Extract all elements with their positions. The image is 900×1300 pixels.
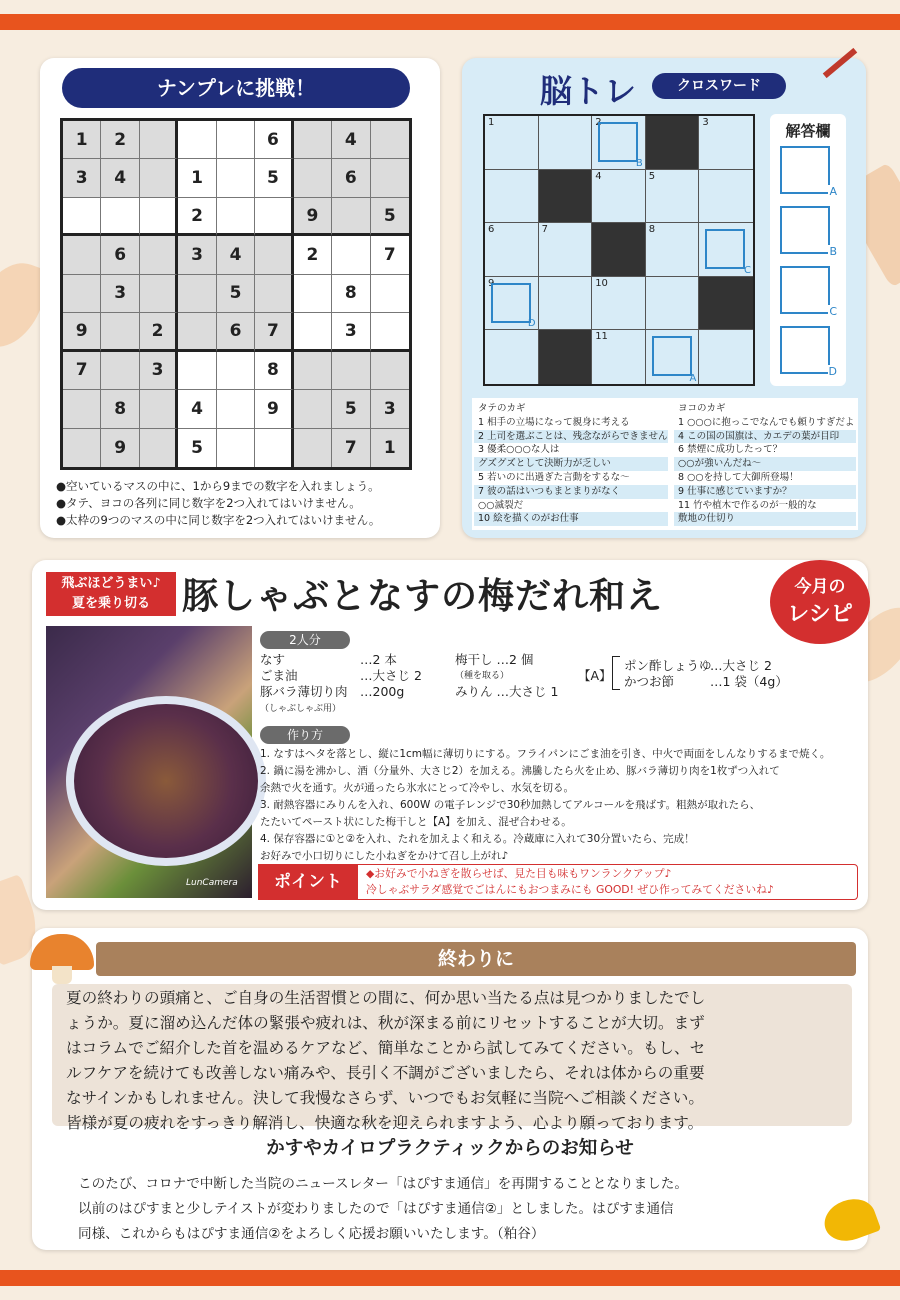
answer-box-c[interactable]: C xyxy=(780,266,830,314)
crossword-cell[interactable] xyxy=(646,277,700,331)
sudoku-cell[interactable] xyxy=(140,390,178,428)
answer-marker-box xyxy=(598,122,638,162)
sudoku-cell[interactable]: 7 xyxy=(332,429,370,467)
sudoku-cell[interactable] xyxy=(178,275,216,313)
clue-number: 11 xyxy=(595,331,608,343)
clue-heading: タテのカギ xyxy=(478,403,526,414)
answer-marker-label: D xyxy=(527,318,536,330)
crossword-cell[interactable] xyxy=(485,170,539,224)
crossword-cell[interactable] xyxy=(646,170,700,224)
sudoku-cell[interactable]: 5 xyxy=(217,275,255,313)
crossword-black-cell xyxy=(592,223,646,277)
sudoku-cell[interactable]: 9 xyxy=(63,313,101,351)
point-text: ◆お好みで小ねぎを散らせば、見た目も味もワンランクアップ♪ 冷しゃぶサラダ感覚でごはんにもおつまみにも GOOD! ぜひ作ってみてくださいね♪ xyxy=(366,867,774,896)
crossword-cell[interactable] xyxy=(646,330,700,384)
sudoku-cell[interactable]: 5 xyxy=(255,159,293,197)
ingredient-name: なす xyxy=(260,652,286,667)
closing-line: ょうか。夏に溜め込んだ体の緊張や疲れは、秋が深まる前にリセットすることが大切。まず xyxy=(66,1014,705,1032)
bottom-orange-bar xyxy=(0,1270,900,1286)
ingredient-name: 豚バラ薄切り肉 xyxy=(260,684,348,699)
clue-item: ○○滅裂だ xyxy=(478,499,524,511)
crossword-black-cell xyxy=(699,277,753,331)
method-step: 余熱で火を通す。火が通ったら氷水にとって冷やし、水気を切る。 xyxy=(260,782,574,794)
answer-box-a[interactable]: A xyxy=(780,146,830,194)
sudoku-cell[interactable] xyxy=(255,429,293,467)
clue-item: 4 この国の国旗は、カエデの葉が目印 xyxy=(674,430,856,444)
clue-item: 7 彼の話はいつもまとまりがなく xyxy=(474,485,668,499)
sudoku-cell[interactable] xyxy=(140,198,178,236)
sudoku-cell[interactable] xyxy=(371,352,409,390)
crossword-grid xyxy=(483,114,755,386)
sudoku-cell[interactable] xyxy=(294,121,332,159)
clue-number: 9 xyxy=(488,277,495,289)
sudoku-cell[interactable] xyxy=(294,275,332,313)
news-line: 以前のはぴすまと少しテイストが変わりましたので「はぴすま通信②」としました。はぴすま通信 xyxy=(78,1201,674,1217)
sudoku-cell[interactable]: 5 xyxy=(178,429,216,467)
closing-line: なサインかもしれません。決して我慢なさらず、いつでもお気軽に当院へご相談ください。 xyxy=(66,1089,704,1107)
crossword-black-cell xyxy=(646,116,700,170)
sudoku-cell[interactable]: 8 xyxy=(101,390,139,428)
answer-box-d[interactable]: D xyxy=(780,326,830,374)
closing-text xyxy=(66,986,826,1136)
clue-item: 11 竹や植木で作るのが一般的な xyxy=(678,499,817,511)
point-label: ポイント xyxy=(258,864,358,900)
clue-number: 10 xyxy=(595,277,608,289)
sudoku-cell[interactable] xyxy=(294,429,332,467)
sudoku-cell[interactable] xyxy=(371,275,409,313)
clue-item: 9 仕事に感じていますか？ xyxy=(674,485,856,499)
servings-label: 2人分 xyxy=(260,631,350,649)
clue-item: ○○が強いんだね～ xyxy=(674,457,856,471)
sudoku-cell[interactable] xyxy=(178,313,216,351)
sudoku-cell[interactable] xyxy=(371,121,409,159)
clue-item: 8 ○○を持して大御所登場！ xyxy=(678,471,799,483)
news-line: このたび、コロナで中断した当院のニュースレター「はぴすま通信」を再開することとなりました。 xyxy=(78,1176,688,1192)
plate-shape xyxy=(66,696,266,866)
recipe-photo xyxy=(46,626,252,898)
sudoku-cell[interactable] xyxy=(101,352,139,390)
recipe-tag: 飛ぶほどうまい♪ 夏を乗り切る xyxy=(46,572,176,616)
sudoku-rules xyxy=(56,478,380,529)
crossword-cell[interactable] xyxy=(539,223,593,277)
crossword-black-cell xyxy=(539,330,593,384)
sudoku-grid xyxy=(60,118,412,470)
recipe-badge: 今月の レシピ xyxy=(770,560,870,644)
method-steps xyxy=(260,746,830,865)
closing-title: 終わりに xyxy=(96,942,856,976)
clue-heading: ヨコのカギ xyxy=(678,403,726,414)
sudoku-cell[interactable]: 7 xyxy=(371,236,409,274)
clue-item: 1 ○○○に抱っこでなんでも頼りすぎだよ xyxy=(678,416,855,428)
crossword-cell[interactable] xyxy=(539,116,593,170)
sudoku-cell[interactable] xyxy=(332,198,370,236)
clue-item: 10 絵を描くのがお仕事 xyxy=(474,512,668,526)
clue-item: 3 優柔○○○な人は xyxy=(478,444,560,456)
sudoku-cell[interactable] xyxy=(101,313,139,351)
sudoku-cell[interactable] xyxy=(371,313,409,351)
answer-panel xyxy=(770,114,846,386)
sudoku-cell[interactable] xyxy=(63,236,101,274)
sudoku-cell[interactable] xyxy=(294,390,332,428)
mushroom-stem xyxy=(52,966,72,984)
sudoku-cell[interactable] xyxy=(332,352,370,390)
sudoku-cell[interactable]: 3 xyxy=(178,236,216,274)
ingredient-amount: …2 本 xyxy=(360,652,397,667)
answer-box-b[interactable]: B xyxy=(780,206,830,254)
sudoku-cell[interactable] xyxy=(294,159,332,197)
sudoku-cell[interactable]: 9 xyxy=(294,198,332,236)
clue-item: 敷地の仕切り xyxy=(674,512,856,526)
across-clues xyxy=(674,402,856,526)
sudoku-cell[interactable] xyxy=(217,429,255,467)
method-step: お好みで小口切りにした小ねぎをかけて召し上がれ♪ xyxy=(260,850,509,862)
sudoku-cell[interactable]: 2 xyxy=(178,198,216,236)
sudoku-cell[interactable]: 2 xyxy=(294,236,332,274)
ingredient-name: ごま油 xyxy=(260,668,298,683)
clue-number: 2 xyxy=(595,117,602,128)
method-step: 3. 耐熱容器にみりんを入れ、600W の電子レンジで30秒加熱してアルコールを飛ばす。粗熱が取れたら、 xyxy=(260,799,761,811)
crossword-cell[interactable] xyxy=(539,277,593,331)
crossword-cell[interactable] xyxy=(592,116,646,170)
method-label: 作り方 xyxy=(260,726,350,744)
sudoku-cell[interactable] xyxy=(140,429,178,467)
clue-item: 2 上司を選ぶことは、残念ながらできません xyxy=(474,430,668,444)
method-step: 4. 保存容器に①と②を入れ、たれを加えよく和える。冷蔵庫に入れて30分置いたら、完成！ xyxy=(260,833,695,845)
sudoku-cell[interactable]: 5 xyxy=(332,390,370,428)
sudoku-cell[interactable]: 9 xyxy=(255,390,293,428)
answer-marker-box xyxy=(652,336,692,376)
sudoku-cell[interactable]: 2 xyxy=(140,313,178,351)
answer-marker-label: C xyxy=(744,264,751,276)
sudoku-cell[interactable] xyxy=(255,275,293,313)
umeboshi-note: （種を取る） xyxy=(455,671,510,681)
clue-number: 8 xyxy=(648,224,656,236)
sudoku-cell[interactable] xyxy=(217,121,255,159)
crossword-cell[interactable] xyxy=(485,223,539,277)
sudoku-cell[interactable]: 3 xyxy=(140,352,178,390)
sudoku-cell[interactable]: 8 xyxy=(332,275,370,313)
news-line: 同様、これからもはぴすま通信②をよろしく応援お願いいたします。（粕谷） xyxy=(78,1226,545,1242)
ingredient-umeboshi: 梅干し …2 個 xyxy=(455,652,534,667)
sudoku-cell[interactable] xyxy=(371,159,409,197)
sudoku-cell[interactable]: 6 xyxy=(332,159,370,197)
sudoku-cell[interactable]: 7 xyxy=(63,352,101,390)
sudoku-cell[interactable]: 8 xyxy=(255,352,293,390)
sudoku-cell[interactable]: 9 xyxy=(101,429,139,467)
sauce-bracket xyxy=(612,656,620,690)
sudoku-cell[interactable] xyxy=(217,198,255,236)
crossword-cell[interactable] xyxy=(699,330,753,384)
crossword-badge: クロスワード xyxy=(652,73,786,99)
sudoku-cell[interactable] xyxy=(63,429,101,467)
sudoku-cell[interactable]: 6 xyxy=(101,236,139,274)
sauce-label: 【A】 xyxy=(578,668,612,683)
crossword-title: 脳トレ xyxy=(540,72,637,110)
answer-marker-label: B xyxy=(635,157,643,169)
clue-number: 5 xyxy=(648,170,656,182)
sauce-amount: …大さじ 2 xyxy=(710,658,772,673)
clue-item: グズグズとして決断力が乏しい xyxy=(474,457,668,471)
photo-credit: LunCamera xyxy=(186,878,238,888)
closing-line: ルフケアを続けても改善しない痛みや、長引く不調がございましたら、それは体からの重要 xyxy=(66,1064,705,1082)
sudoku-cell[interactable]: 3 xyxy=(371,390,409,428)
answer-marker-label: A xyxy=(689,372,697,384)
sudoku-cell[interactable] xyxy=(294,313,332,351)
sauce-amount: …1 袋（4g） xyxy=(710,674,788,689)
clue-item: 1 相手の立場になって親身に考える xyxy=(478,416,630,428)
sudoku-cell[interactable]: 5 xyxy=(371,198,409,236)
clue-item: 6 禁煙に成功したって？ xyxy=(678,444,783,456)
crossword-cell[interactable] xyxy=(592,277,646,331)
clue-number: 3 xyxy=(702,117,709,128)
sudoku-rule: ●太枠の9つのマスの中に同じ数字を2つ入れてはいけません。 xyxy=(56,513,381,527)
sudoku-cell[interactable]: 4 xyxy=(101,159,139,197)
closing-line: 皆様が夏の疲れをすっきり解消し、快適な秋を迎えられますよう、心より願っております。 xyxy=(66,1114,704,1132)
sudoku-cell[interactable]: 4 xyxy=(217,236,255,274)
sudoku-cell[interactable]: 6 xyxy=(217,313,255,351)
sudoku-cell[interactable] xyxy=(63,275,101,313)
method-step: 2. 鍋に湯を沸かし、酒（分量外、大さじ2）を加える。沸騰したら火を止め、豚バラ薄切り肉を1枚ずつ入れて xyxy=(260,765,780,777)
crossword-cell[interactable] xyxy=(592,330,646,384)
sudoku-cell[interactable] xyxy=(217,352,255,390)
sudoku-cell[interactable]: 3 xyxy=(63,159,101,197)
crossword-cell[interactable] xyxy=(699,170,753,224)
sudoku-cell[interactable] xyxy=(178,352,216,390)
answer-marker-box xyxy=(705,229,745,269)
crossword-cell[interactable] xyxy=(699,223,753,277)
ingredient-amount: …200g xyxy=(360,684,405,699)
sudoku-cell[interactable]: 4 xyxy=(178,390,216,428)
closing-line: はコラムでご紹介した首を温めるケアなど、簡単なことから試してみてください。もし、セ xyxy=(66,1039,706,1057)
sauce-name: かつお節 xyxy=(624,674,675,689)
sudoku-cell[interactable] xyxy=(140,275,178,313)
answer-title: 解答欄 xyxy=(785,122,831,140)
sudoku-cell[interactable] xyxy=(140,159,178,197)
sudoku-cell[interactable] xyxy=(101,198,139,236)
answer-marker-box xyxy=(491,283,531,323)
sudoku-cell[interactable]: 1 xyxy=(371,429,409,467)
closing-line: 夏の終わりの頭痛と、ご自身の生活習慣との間に、何か思い当たる点は見つかりましたでし xyxy=(66,989,706,1007)
clue-number: 4 xyxy=(595,170,602,182)
sudoku-title: ナンプレに挑戦！ xyxy=(62,68,410,108)
sudoku-cell[interactable] xyxy=(255,236,293,274)
clue-number: 6 xyxy=(488,224,495,236)
sudoku-cell[interactable] xyxy=(217,159,255,197)
ingredient-mirin: みりん …大さじ 1 xyxy=(455,684,559,699)
crossword-black-cell xyxy=(539,170,593,224)
method-step: たたいてペースト状にした梅干しと【A】を加え、混ぜ合わせる。 xyxy=(260,816,572,828)
sudoku-cell[interactable] xyxy=(63,198,101,236)
sudoku-cell[interactable]: 6 xyxy=(255,121,293,159)
top-orange-bar xyxy=(0,14,900,30)
clue-item: 5 若いのに出過ぎた言動をするな～ xyxy=(478,471,630,483)
sudoku-cell[interactable] xyxy=(294,352,332,390)
news-title: かすやカイロプラクティックからのお知らせ xyxy=(266,1138,634,1159)
sudoku-rule: ●空いているマスの中に、1から9までの数字を入れましょう。 xyxy=(56,479,380,493)
sudoku-cell[interactable]: 7 xyxy=(255,313,293,351)
sudoku-cell[interactable]: 1 xyxy=(63,121,101,159)
ingredient-amount: …大さじ 2 xyxy=(360,668,422,683)
clue-number: 7 xyxy=(541,224,548,236)
sudoku-rule: ●タテ、ヨコの各列に同じ数字を2つ入れてはいけません。 xyxy=(56,496,361,510)
sauce-name: ポン酢しょうゆ xyxy=(624,658,712,673)
sudoku-cell[interactable]: 3 xyxy=(101,275,139,313)
method-step: 1. なすはヘタを落とし、縦に1cm幅に薄切りにする。フライパンにごま油を引き、中火で両面をしんなりするまで焼く。 xyxy=(260,748,831,760)
crossword-cell[interactable] xyxy=(485,116,539,170)
sudoku-cell[interactable] xyxy=(140,236,178,274)
sudoku-cell[interactable] xyxy=(63,390,101,428)
recipe-title: 豚しゃぶとなすの梅だれ和え xyxy=(182,576,664,617)
sudoku-cell[interactable] xyxy=(332,236,370,274)
pork-note: （しゃぶしゃぶ用） xyxy=(260,704,342,714)
sudoku-cell[interactable]: 1 xyxy=(178,159,216,197)
crossword-cell[interactable] xyxy=(646,223,700,277)
crossword-cell[interactable] xyxy=(699,116,753,170)
sudoku-cell[interactable] xyxy=(178,121,216,159)
crossword-cell[interactable] xyxy=(592,170,646,224)
sudoku-cell[interactable] xyxy=(255,198,293,236)
sudoku-cell[interactable]: 4 xyxy=(332,121,370,159)
crossword-cell[interactable] xyxy=(485,330,539,384)
sudoku-cell[interactable] xyxy=(217,390,255,428)
sudoku-cell[interactable]: 3 xyxy=(332,313,370,351)
news-text xyxy=(78,1172,838,1247)
clue-number: 1 xyxy=(488,117,495,128)
down-clues xyxy=(474,402,668,526)
sudoku-cell[interactable] xyxy=(140,121,178,159)
crossword-cell[interactable] xyxy=(485,277,539,331)
sudoku-cell[interactable]: 2 xyxy=(101,121,139,159)
